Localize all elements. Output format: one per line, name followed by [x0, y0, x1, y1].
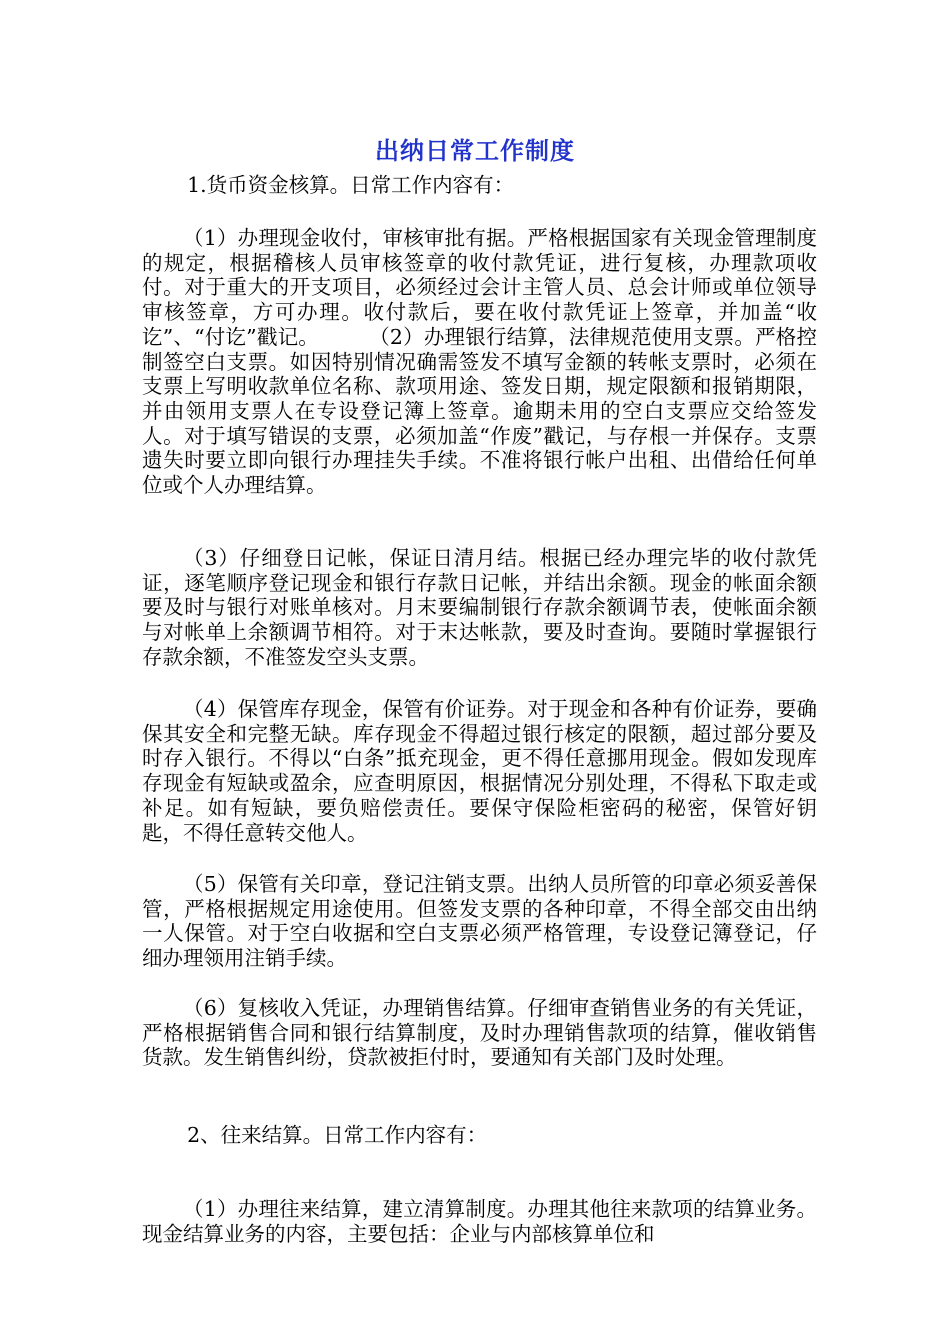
section-2-heading: 2、往来结算。日常工作内容有：	[187, 1123, 488, 1147]
paragraph-1-6: （6）复核收入凭证，办理销售结算。仔细审查销售业务的有关凭证，严格根据销售合同和银行结算制度，及时办理销售款项的结算，催收销售货款。发生销售纠纷，贷款被拒付时，要通知有关部门及时处理。	[142, 996, 817, 1070]
paragraph-1-1-block	[142, 226, 817, 498]
paragraph-1-1-and-1-2	[142, 226, 817, 498]
paragraph-1-4-block	[142, 697, 817, 845]
paragraph-1-5-block	[142, 872, 817, 971]
paragraph-2-1: （1）办理往来结算，建立清算制度。办理其他往来款项的结算业务。现金结算业务的内容，主要包括：企业与内部核算单位和	[142, 1197, 817, 1246]
document-title: 出纳日常工作制度	[375, 137, 575, 165]
paragraph-1-2: （2）办理银行结算，法律规范使用支票。严格控制签空白支票。如因特别情况确需签发不填写金额的转帐支票时，必须在支票上写明收款单位名称、款项用途、签发日期，规定限额和报销期限，并由领用支票人在专设登记簿上签章。逾期未用的空白支票应交给签发人。对于填写错误的支票，必须加盖“作废”戳记，与存根一并保存。支票遗失时要立即向银行办理挂失手续。不准将银行帐户出租、出借给任何单位或个人办理结算。	[142, 324, 817, 498]
section-1-heading: 1.货币资金核算。日常工作内容有：	[187, 173, 515, 197]
paragraph-1-3: （3）仔细登日记帐，保证日清月结。根据已经办理完毕的收付款凭证，逐笔顺序登记现金和银行存款日记帐，并结出余额。现金的帐面余额要及时与银行对账单核对。月末要编制银行存款余额调节表，使帐面余额与对帐单上余额调节相符。对于末达帐款，要及时查询。要随时掌握银行存款余额，不准签发空头支票。	[142, 546, 817, 669]
section-2-heading-block	[142, 1123, 817, 1148]
paragraph-1-4: （4）保管库存现金，保管有价证券。对于现金和各种有价证券，要确保其安全和完整无缺。库存现金不得超过银行核定的限额，超过部分要及时存入银行。不得以“白条”抵充现金，更不得任意挪用现金。假如发现库存现金有短缺或盈余，应查明原因，根据情况分别处理，不得私下取走或补足。如有短缺，要负赔偿责任。要保守保险柜密码的秘密，保管好钥匙，不得任意转交他人。	[142, 697, 817, 845]
section-1-heading-block	[142, 173, 817, 198]
paragraph-1-5: （5）保管有关印章，登记注销支票。出纳人员所管的印章必须妥善保管，严格根据规定用途使用。但签发支票的各种印章，不得全部交由出纳一人保管。对于空白收据和空白支票必须严格管理，专设登记簿登记，仔细办理领用注销手续。	[142, 872, 817, 971]
paragraph-1-3-block	[142, 546, 817, 670]
paragraph-2-1-block	[142, 1197, 817, 1246]
paragraph-1-1: （1）办理现金收付，审核审批有据。严格根据国家有关现金管理制度的规定，根据稽核人员审核签章的收付款凭证，进行复核，办理款项收付。对于重大的开支项目，必须经过会计主管人员、总会计师或单位领导审核签章，方可办理。收付款后，要在收付款凭证上签章，并加盖“收讫”、“付讫”戳记。	[142, 226, 817, 349]
paragraph-1-6-block	[142, 996, 817, 1070]
